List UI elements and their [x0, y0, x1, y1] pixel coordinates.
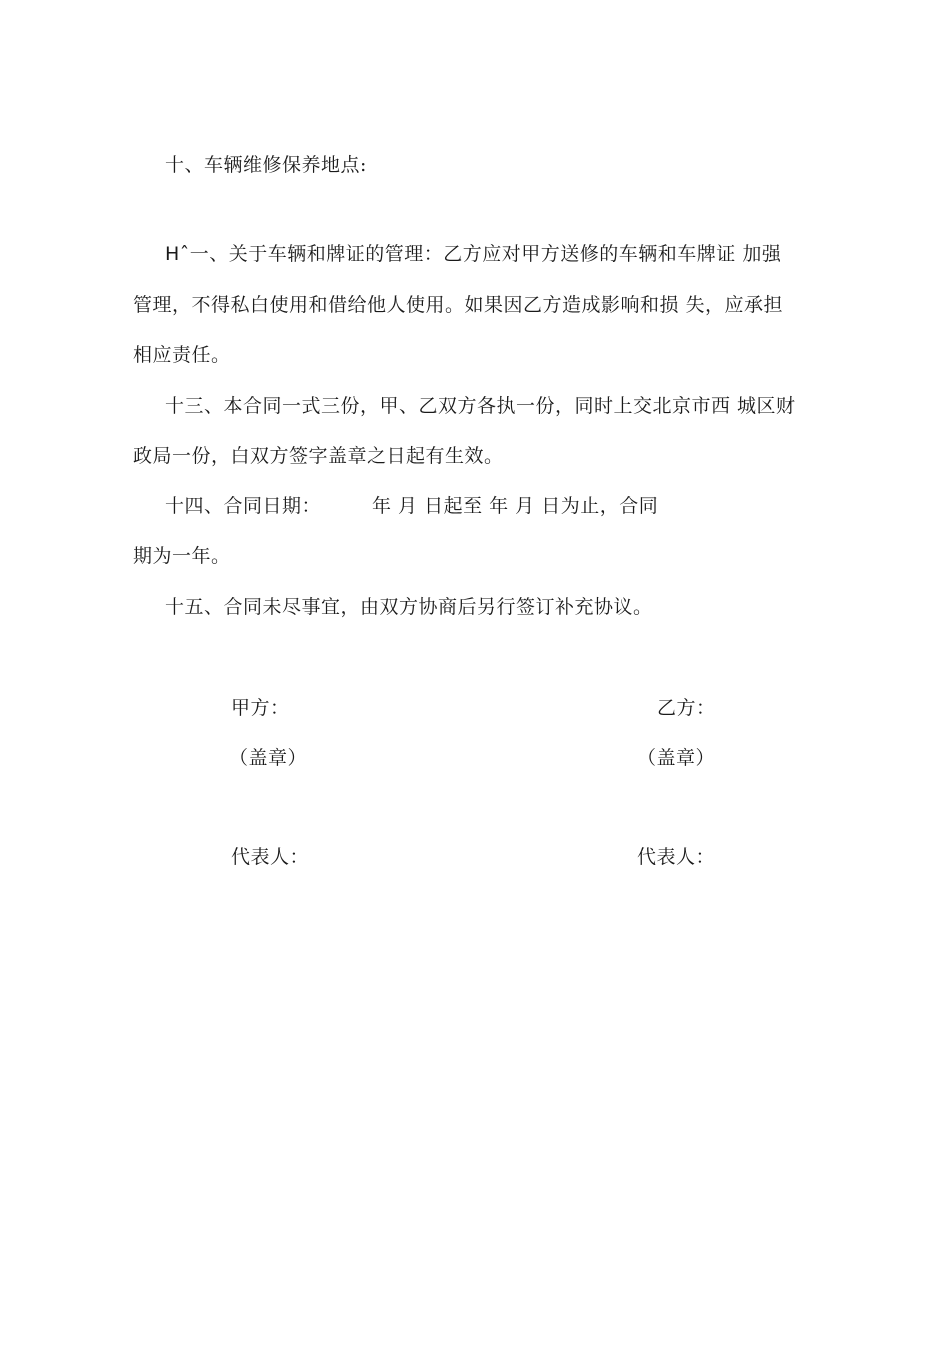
party-a-seal: （盖章） — [229, 747, 308, 769]
party-a-label: 甲方： — [231, 697, 290, 719]
clause-13-line-1: 十三、本合同一式三份，甲、乙双方各执一份，同时上交北京市西 城区财 — [165, 395, 796, 417]
party-b-label: 乙方： — [657, 697, 716, 719]
clause-11-line-3: 相应责任。 — [133, 344, 231, 366]
clause-10: 十、车辆维修保养地点: — [165, 154, 367, 176]
clause-11-line-2: 管理，不得私白使用和借给他人使用。如果因乙方造成影响和损 失，应承担 — [133, 294, 784, 316]
clause-14-line-2: 期为一年。 — [133, 545, 231, 567]
party-b-seal: （盖章） — [637, 747, 716, 769]
clause-11-prefix: Hˆ — [165, 243, 190, 265]
party-a-representative: 代表人： — [231, 846, 310, 868]
clause-14-date-text: 年 月 日起至 年 月 日为止，合同 — [372, 495, 659, 517]
clause-11-line-1-text: 一、关于车辆和牌证的管理：乙方应对甲方送修的车辆和车牌证 加强 — [189, 243, 782, 265]
party-b-representative: 代表人： — [637, 846, 716, 868]
clause-15: 十五、合同未尽事宜，由双方协商后另行签订补充协议。 — [165, 596, 653, 618]
clause-14-label: 十四、合同日期： — [165, 495, 322, 517]
clause-11-line-1 — [165, 242, 781, 266]
clause-13-line-2: 政局一份，白双方签字盖章之日起有生效。 — [133, 445, 504, 467]
